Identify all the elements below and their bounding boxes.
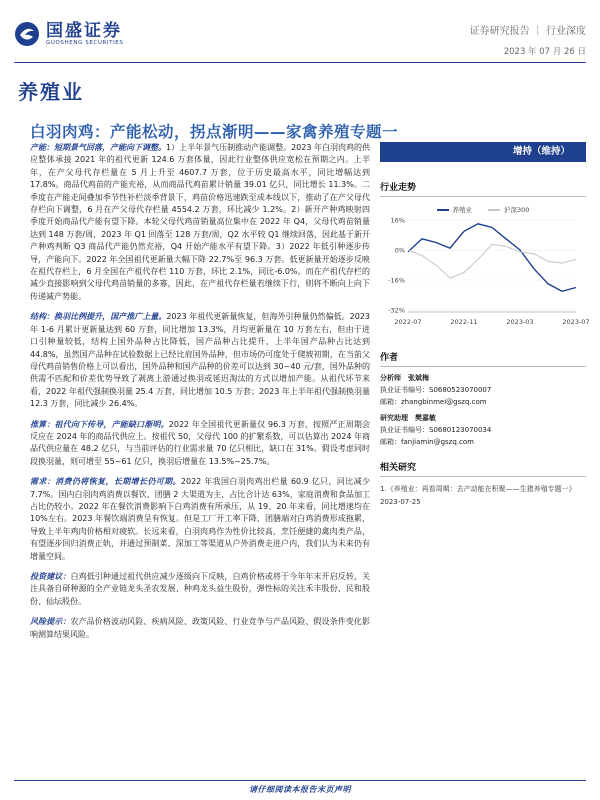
trend-chart-svg [380, 214, 590, 334]
cert-number: S0680523070007 [429, 386, 492, 394]
y-tick-label: 16% [390, 216, 405, 225]
x-tick-label: 2022-11 [450, 318, 478, 326]
logo-cn-text: 国盛证券 [46, 21, 122, 41]
legend-label: 沪深300 [504, 206, 530, 214]
paragraph-body: 农产品价格波动风险、疾病风险、政策风险、行业竞争与产品风险、假设条件变化影响测算结果风险。 [30, 617, 371, 639]
paragraph-body: 2023 年祖代更新量恢复，但海外引种量仍然偏低。2023 年 1-6 月累计更新量达到 60 万套，同比增加 13.3%，月均更新量在 10 万套左右，但由于进口引种量较低，结构上国外品种占比降低，国产品种占比提升，上半年国产品种占比达到 44.8%，虽然国产品种在试验数据上已经比肩国外品种，但市场仍可度处于爬坡初期，在当前父母代鸡苗销售价格上可以看出，国外品种和国产品种的价差可以达到 30~40 元/套，国外品种的供需不匹配和价差优势导致了剥离上游通过换羽或延迟淘汰的方式以增加产能。从祖代环节来看，2022 年祖代强制换羽量 25.4 万套，同比增加 10.5 万套；2023 年上半年祖代强制换羽量 12.3 万套，同比减少 26.4%。 [30, 312, 370, 409]
paragraph-body: 1）上半年景气压制推动产能调整。2023 年白羽肉鸡的供应整体承接 2021 年的祖代更新 124.6 万套体量，因此行业整体供应宽松在预期之内。上半年，在产父母代存栏量在 5 月上升至 4607.7 万套，位于历史最高水平，同比增幅达到 17.8%。商品代鸡苗的产能充裕，从而商品代鸡苗累计销量 39.01 亿只，同比增长 11.3%。二季度在产能走间叠加季节性补栏淡季背景下，鸡苗价格迅速跌至成本线以下，推动了在产父母代存栏向下调整，6 月在产父母代存栏量 4554.2 万套，环比减少 1.2%。2）新开产种鸡映射四季度开始商品代产能有望下降。本轮父母代鸡苗销量高位集中在 2022 年 Q4，父母代鸡苗销量达到 148 万套/周，2023 年 Q1 回落至 128 万套/周，Q2 水平较 Q1 继续回落，因此基于新开产种鸡判断 Q3 商品代产能仍然充裕，Q4 开始产能水平有望下降。3）2022 年低引种逐步传导，产能向下。2022 年全国祖代更新量大幅下降 22.7%至 96.3 万套。低更新量开始逐步反映在祖代存栏上，6 月全国在产祖代存栏 110 万套，环比 2.1%，同比-6.0%。而在产祖代存栏的减少直接影响到父母代鸡苗销量的多寡，因此，在产祖代存栏量若继续下行，则将不断向上向下传递减产势能。 [30, 143, 370, 301]
company-logo [14, 18, 164, 50]
y-tick-label: -32% [388, 306, 405, 315]
related-item[interactable]: 1.《养殖业：再看周期：去产动能在积聚——生猪养殖专题一》2023-07-25 [380, 485, 576, 506]
paragraph-capacity [30, 142, 370, 303]
legend-swatch [488, 209, 500, 211]
paragraph-lead: 投资建议： [30, 572, 71, 581]
author-entry [380, 412, 586, 448]
paragraph-structure [30, 311, 370, 410]
paragraph-body: 2022 年全国祖代更新量仅 96.3 万套，按照严正周期会反应在 2024 年的商品代供应上。按祖代 50，父母代 100 的扩繁系数，可以估算出 2024 年商品代供应量在 48.2 亿只，与当前评估的行业需求量 70 亿只相比，缺口在 31%。假设考虑同时段换羽量，则可增至 55~61 亿只，换羽后增量在 13.5%~25.7%。 [30, 419, 370, 466]
paragraph-advice [30, 571, 370, 608]
mail-label: 邮箱： [380, 438, 401, 446]
chart-legend [380, 205, 586, 214]
main-body [30, 142, 370, 649]
sidebar [380, 142, 590, 509]
legend-label: 养殖业 [452, 206, 473, 214]
paragraph-body: 2022 年我国白羽肉鸡出栏量 60.9 亿只，同比减少 7.7%。国内白羽肉鸡消费以餐饮、团膳 2 大渠道为主，占比合计达 63%，家庭消费和食品加工占比仍较小。2022 年在餐饮消费影响下白鸡消费有所承压，从 19、20 年来看，同比增速均在 10%左右。2023 年餐饮端消费呈有恢复。但是工厂开工率下降，团膳端对白鸡消费形成拖累，导致上半年鸡肉价格相对疲软。长远来看，白羽肉鸡作为性价比较高，烹饪便捷的禽肉类产品，有望逐步回归消费正轨，并通过预制菜、深加工等渠道从户外消费走进户内，我们认为未来仍有增量空间。 [30, 477, 370, 561]
paragraph-lead: 推算：祖代向下传导，产能缺口渐明。 [30, 419, 169, 429]
trend-section-title: 行业走势 [380, 180, 586, 197]
report-type: 证券研究报告 ｜ 行业深度 [469, 26, 586, 37]
rating-badge: 增持（维持） [380, 142, 586, 162]
cert-label: 执业证书编号： [380, 386, 429, 394]
legend-item [488, 205, 529, 214]
paragraph-estimate [30, 419, 370, 469]
footer-divider [14, 780, 586, 781]
logo-icon [14, 21, 40, 47]
author-section-title: 作者 [380, 350, 586, 367]
paragraph-body: 白鸡低引种通过祖代供应减少逐级向下反映，白鸡价格或将于今年年末开启反转，关注具备自研种源的全产业链龙头圣农发展、种鸡龙头益生股份，弹性标的关注禾丰股份、民和股份、仙坛股份。 [30, 572, 371, 606]
x-tick-label: 2023-03 [506, 318, 534, 326]
paragraph-demand [30, 476, 370, 563]
series-line-industry [408, 224, 576, 291]
paragraph-risk [30, 616, 370, 641]
paragraph-lead: 需求：消费仍将恢复，长期增长仍可期。 [30, 477, 181, 487]
footer-disclaimer: 请仔细阅读本报告末页声明 [249, 785, 351, 794]
author-name: 张斌梅 [408, 374, 429, 382]
report-date: 2023 年 07 月 26 日 [503, 47, 586, 57]
trend-chart [380, 205, 590, 338]
author-entry [380, 372, 586, 408]
author-name: 樊嘉敏 [415, 414, 436, 422]
legend-item [437, 205, 473, 214]
x-tick-label: 2023-07 [562, 318, 590, 326]
author-email[interactable]: fanjiamin@gszq.com [401, 438, 474, 446]
author-list [380, 372, 586, 448]
paragraph-lead: 产能：短期景气回落，产能向下调整。 [30, 143, 166, 152]
related-section-title: 相关研究 [380, 460, 586, 477]
x-tick-label: 2022-07 [394, 318, 422, 326]
header-divider [14, 62, 586, 63]
series-line-hs300 [408, 244, 576, 278]
report-title: 白羽肉鸡：产能松动，拐点渐明——家禽养殖专题一 [30, 123, 399, 141]
paragraph-lead: 结构：换羽比例提升，国产推广上量。 [30, 312, 167, 322]
author-role: 研究助理 [380, 414, 408, 422]
author-role: 分析师 [380, 374, 401, 382]
y-tick-label: 0% [394, 246, 405, 255]
legend-swatch [437, 209, 449, 211]
cert-number: S0680123070034 [429, 426, 492, 434]
mail-label: 邮箱： [380, 398, 401, 406]
cert-label: 执业证书编号： [380, 426, 429, 434]
paragraph-lead: 风险提示： [30, 617, 71, 627]
y-tick-label: -16% [388, 276, 405, 285]
industry-name: 养殖业 [18, 80, 84, 104]
logo-en-text: GUOSHENG SECURITIES [46, 40, 124, 46]
author-email[interactable]: zhangbinmei@gszq.com [401, 398, 487, 406]
